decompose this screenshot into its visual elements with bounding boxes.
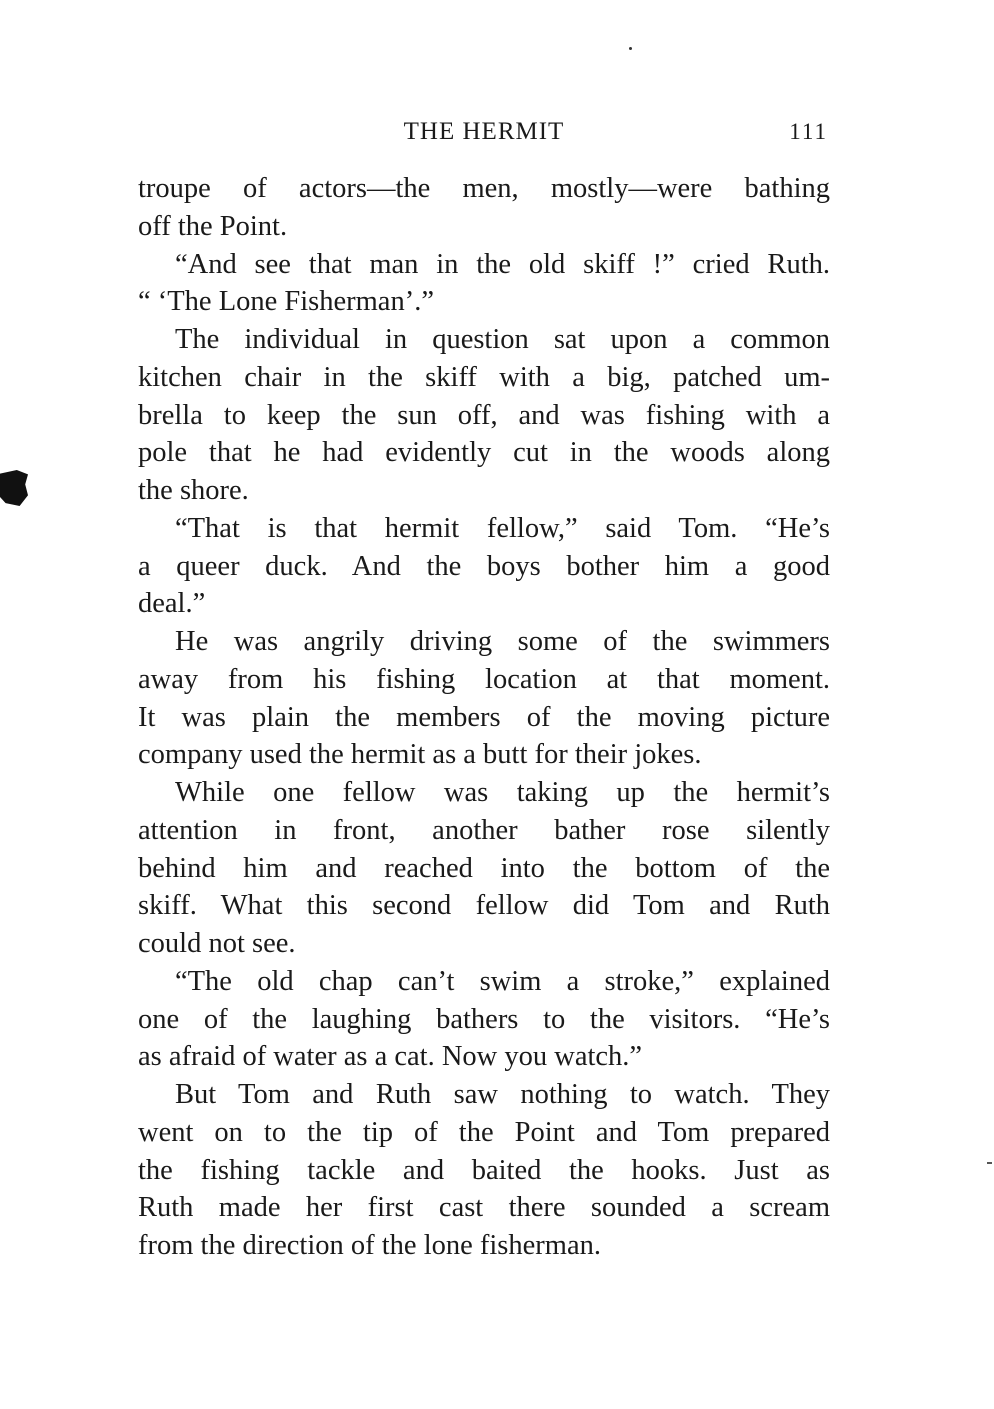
text-line: brella to keep the sun off, and was fishing with a xyxy=(138,399,830,431)
scan-edge-mark xyxy=(987,1162,992,1164)
text-line: He was angrily driving some of the swimmers xyxy=(175,626,830,657)
text-line: kitchen chair in the skiff with a big, patched um- xyxy=(138,361,830,393)
text-line: went on to the tip of the Point and Tom prepared xyxy=(138,1116,830,1148)
text-line: “And see that man in the old skiff !” cried Ruth. xyxy=(175,248,830,280)
text-line: While one fellow was taking up the hermit’s xyxy=(175,777,830,808)
text-line: deal.” xyxy=(138,588,206,620)
text-line: “ ‘The Lone Fisherman’.” xyxy=(138,286,434,318)
text-line: the shore. xyxy=(138,475,249,506)
text-line: The individual in question sat upon a common xyxy=(175,324,830,355)
text-line: as afraid of water as a cat. Now you watch.” xyxy=(138,1041,643,1073)
text-line: “That is that hermit fellow,” said Tom. “He’s xyxy=(175,512,830,544)
text-line: a queer duck. And the boys bother him a good xyxy=(138,550,830,582)
running-header xyxy=(138,116,830,148)
text-line: “The old chap can’t swim a stroke,” explained xyxy=(175,965,830,997)
scan-speck xyxy=(629,47,632,50)
text-line: company used the hermit as a butt for their jokes. xyxy=(138,739,702,771)
text-line: Ruth made her first cast there sounded a scream xyxy=(138,1192,830,1224)
text-line: pole that he had evidently cut in the woods along xyxy=(138,437,830,469)
text-line: off the Point. xyxy=(138,210,288,242)
page-number: 111 xyxy=(789,119,828,144)
scan-smudge xyxy=(0,470,28,506)
page-body xyxy=(138,170,830,1265)
text-line: from the direction of the lone fisherman. xyxy=(138,1230,601,1261)
text-line: behind him and reached into the bottom of the xyxy=(138,852,830,884)
text-line: attention in front, another bather rose silently xyxy=(138,814,830,846)
text-line: But Tom and Ruth saw nothing to watch. They xyxy=(175,1079,830,1110)
text-line: skiff. What this second fellow did Tom and Ruth xyxy=(138,890,830,922)
text-line: away from his fishing location at that moment. xyxy=(138,663,830,695)
text-line: the fishing tackle and baited the hooks. Just as xyxy=(138,1154,830,1186)
text-line: one of the laughing bathers to the visitors. “He’s xyxy=(138,1003,830,1035)
text-line: troupe of actors—the men, mostly—were bathing xyxy=(138,173,830,204)
running-title: THE HERMIT xyxy=(403,118,565,145)
text-line: could not see. xyxy=(138,928,296,959)
text-line: It was plain the members of the moving picture xyxy=(138,701,830,733)
